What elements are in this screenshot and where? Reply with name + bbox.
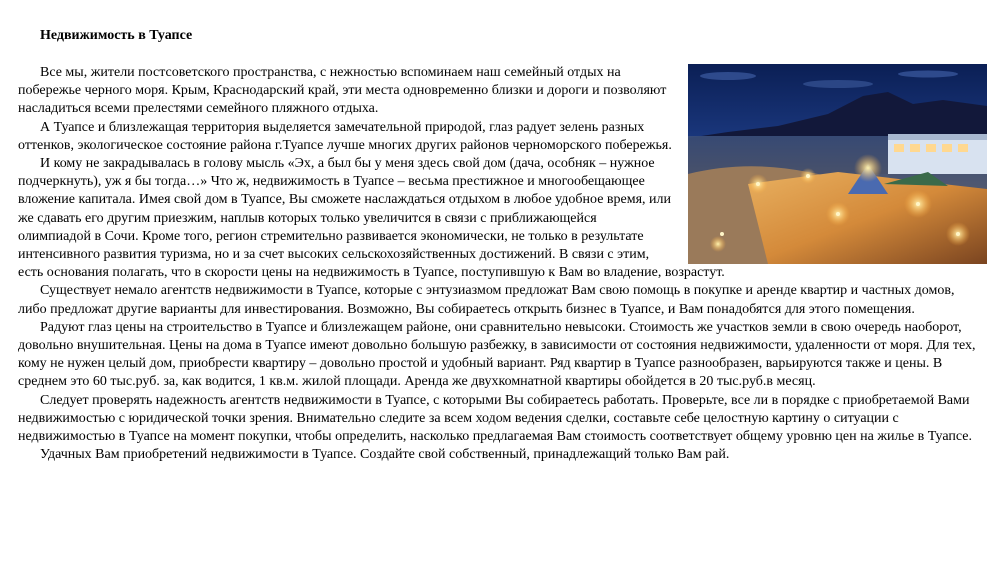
paragraph: Удачных Вам приобретений недвижимости в Туапсе. Создайте свой собственный, принадлежащий только Вам рай. (40, 447, 730, 463)
article-body (18, 64, 984, 464)
paragraph: Радуют глаз цены на строительство в Туапсе и близлежащем районе, они сравнительно невысоки. Стоимость же участков земли в свою очередь наоборот, довольно внушительная. Цены на дома в Туапсе имеют довольно большую разбежку, в зависимости от состояния недвижимости, удаленности от моря. Для тех, кому не нужен целый дом, приобрести квартиру – довольно простой и удобный вариант. Ряд квартир в Туапсе разнообразен, варьируются также и цены. В среднем это 60 тыс.руб. за, как водится, 1 кв.м. жилой площади. Аренда же двухкомнатной квартиры обойдется в 20 тыс.руб.в месяц. (18, 319, 976, 390)
paragraph: Существует немало агентств недвижимости в Туапсе, которые с энтузиазмом предложат Вам свою помощь в покупке и аренде квартир и частных домов, либо предложат другие варианты для инвестирования. Возможно, Вы собираетесь открыть бизнес в Туапсе, и Вам понадобятся для этого помещения. (18, 283, 955, 317)
paragraph: Все мы, жители постсоветского пространства, с нежностью вспоминаем наш семейный отдых на побережье черного моря. Крым, Краснодарский край, эти места одновременно близки и дороги и позволяют насладиться всеми прелестями семейного пляжного отдыха. (18, 65, 667, 117)
image-wrap-spacer (673, 64, 984, 262)
paragraph: И кому не закрадывалась в голову мысль «Эх, а был бы у меня здесь свой дом (дача, особняк – нужное подчеркнуть), уж я бы тогда…» Что ж, недвижимость в Туапсе – весьма престижное и многообещающее вложение капитала. Имея свой дом в Туапсе, Вы сможете наслаждаться отдыхом в любое удобное время, или же сдавать его другим приезжим, наплыв которых только увеличится в связи с приближающейся олимпиадой в Сочи. Кроме того, регион стремительно развивается экономически, не только в результате интенсивного развития туризма, но и за счет высоких сельскохозяйственных достижений. В связи с этим, есть основания полагать, что в скорости цены на недвижимость в Туапсе, поступившую к Вам во владение, возрастут. (18, 156, 725, 281)
paragraph: Следует проверять надежность агентств недвижимости в Туапсе, с которыми Вы собираетесь работать. Проверьте, все ли в порядке с приобретаемой Вами недвижимостью с юридической точки зрения. Внимательно следите за всем ходом ведения сделки, составьте себе целостную картину о ситуации с недвижимостью в Туапсе на момент покупки, чтобы определить, насколько предлагаемая Вам стоимость соответствует общему уровню цен на жилье в Туапсе. (18, 392, 972, 445)
paragraph: А Туапсе и близлежащая территория выделяется замечательной природой, глаз радует зелень разных оттенков, экологическое состояние района г.Туапсе лучше многих других районов черноморского побережья. (18, 119, 672, 153)
page-title: Недвижимость в Туапсе (40, 28, 193, 43)
